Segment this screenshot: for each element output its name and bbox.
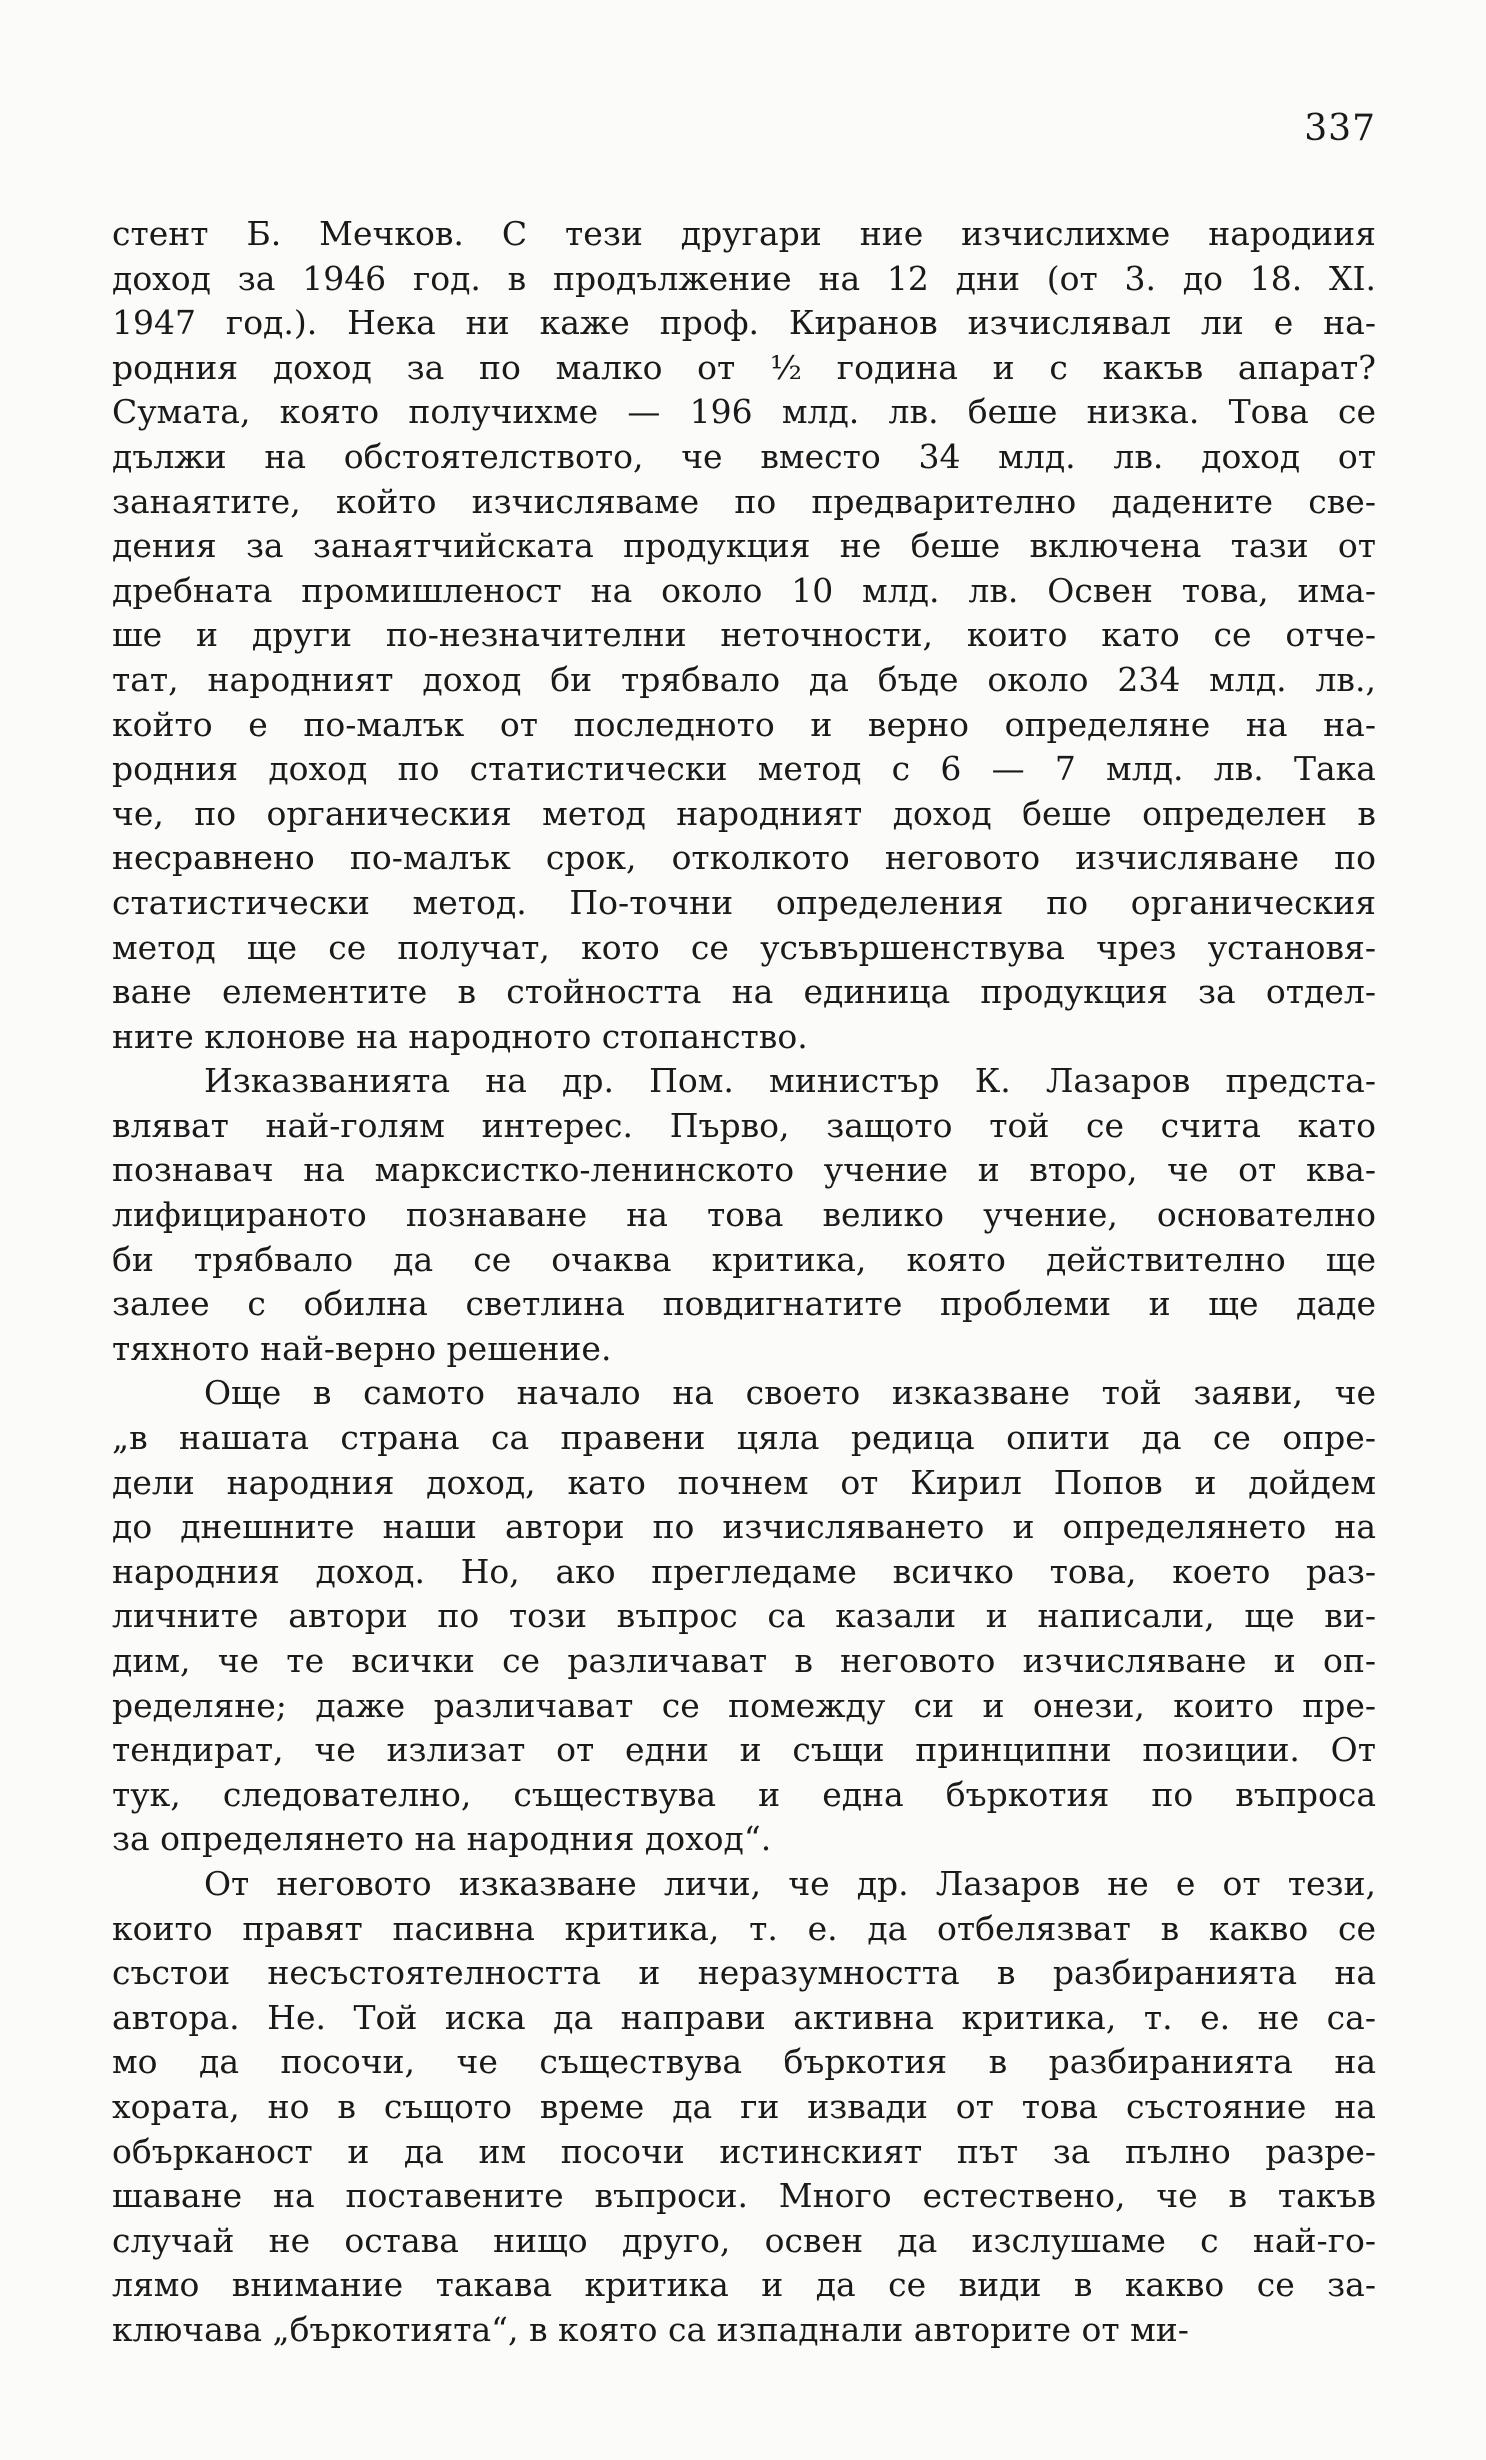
text-line: родния доход за по малко от ½ година и с какъв апарат?	[112, 347, 1376, 387]
text-line: Сумата, която получихме — 196 млд. лв. беше низка. Това се	[112, 392, 1376, 432]
text-line: занаятите, който изчисляваме по предварително дадените све-	[112, 481, 1376, 521]
text-line: доход за 1946 год. в продължение на 12 дни (от 3. до 18. XI.	[112, 258, 1376, 298]
text-line: „в нашата страна са правени цяла редица опити да се опре-	[112, 1418, 1376, 1458]
text-line: тук, следователно, съществува и една бъркотия по въпроса	[112, 1774, 1376, 1814]
text-line: тяхното най-верно решение.	[112, 1328, 612, 1368]
text-line: личните автори по този въпрос са казали и написали, ще ви-	[112, 1596, 1376, 1636]
text-line: че, по органическия метод народният доход беше определен в	[112, 793, 1376, 833]
text-line: до днешните наши автори по изчисляването и определянето на	[112, 1507, 1376, 1547]
paragraph	[112, 1371, 1376, 1862]
text-line: хората, но в същото време да ги извади от това състояние на	[112, 2086, 1376, 2126]
page-number: 337	[1304, 108, 1376, 149]
text-line: който е по-малък от последното и верно определяне на на-	[112, 704, 1376, 744]
text-line: несравнено по-малък срок, отколкото неговото изчисляване по	[112, 838, 1376, 878]
text-line: познавач на марксистко-ленинското учение и второ, че от ква-	[112, 1150, 1376, 1190]
paragraph	[112, 212, 1376, 1059]
text-line: Изказванията на др. Пом. министър К. Лазаров предста-	[204, 1061, 1376, 1101]
text-line: дължи на обстоятелството, че вместо 34 млд. лв. доход от	[112, 436, 1376, 476]
text-line: автора. Не. Той иска да направи активна критика, т. е. не са-	[112, 1997, 1376, 2037]
text-line: случай не остава нищо друго, освен да изслушаме с най-го-	[112, 2220, 1376, 2260]
text-line: тендират, че излизат от едни и същи принципни позиции. От	[112, 1730, 1376, 1770]
text-line: лифицираното познаване на това велико учение, основателно	[112, 1195, 1376, 1235]
text-line: ределяне; даже различават се помежду си и онези, които пре-	[112, 1685, 1376, 1725]
text-line: ване елементите в стойността на единица продукция за отдел-	[112, 972, 1376, 1012]
text-line: народния доход. Но, ако прегледаме всичко това, което раз-	[112, 1551, 1376, 1591]
text-line: шаване на поставените въпроси. Много естествено, че в такъв	[112, 2176, 1376, 2216]
text-line: състои несъстоятелността и неразумността в разбиранията на	[112, 1953, 1376, 1993]
paragraph	[112, 1862, 1376, 2353]
paragraph	[112, 1059, 1376, 1371]
text-line: ключава „бъркотията“, в която са изпаднали авторите от ми-	[112, 2309, 1189, 2349]
text-line: метод ще се получат, кото се усъвършенствува чрез установя-	[112, 927, 1376, 967]
text-line: които правят пасивна критика, т. е. да отбелязват в какво се	[112, 1908, 1376, 1948]
text-line: ните клонове на народното стопанство.	[112, 1016, 808, 1056]
body-text	[112, 212, 1376, 2353]
text-line: обърканост и да им посочи истинският път за пълно разре-	[112, 2131, 1376, 2171]
text-line: 1947 год.). Нека ни каже проф. Киранов изчислявал ли е на-	[112, 303, 1376, 343]
text-line: би трябвало да се очаква критика, която действително ще	[112, 1239, 1376, 1279]
text-line: дребната промишленост на около 10 млд. лв. Освен това, има-	[112, 570, 1376, 610]
text-line: дели народния доход, като почнем от Кирил Попов и дойдем	[112, 1462, 1376, 1502]
text-line: вляват най-голям интерес. Първо, защото той се счита като	[112, 1105, 1376, 1145]
text-line: лямо внимание такава критика и да се види в какво се за-	[112, 2265, 1376, 2305]
text-line: От неговото изказване личи, че др. Лазаров не е от тези,	[204, 1863, 1376, 1903]
text-line: мо да посочи, че съществува бъркотия в разбиранията на	[112, 2042, 1376, 2082]
text-line: стент Б. Мечков. С тези другари ние изчислихме народиия	[112, 214, 1376, 253]
text-line: дим, че те всички се различават в неговото изчисляване и оп-	[112, 1641, 1376, 1680]
text-line: залее с обилна светлина повдигнатите проблеми и ще даде	[112, 1284, 1376, 1324]
text-line: родния доход по статистически метод с 6 — 7 млд. лв. Така	[112, 749, 1376, 789]
text-line: статистически метод. По-точни определения по органическия	[112, 882, 1376, 922]
text-line: дения за занаятчийската продукция не беше включена тази от	[112, 526, 1376, 566]
text-line: тат, народният доход би трябвало да бъде около 234 млд. лв.,	[112, 659, 1376, 699]
text-line: за определянето на народния доход“.	[112, 1819, 772, 1859]
text-line: Още в самото начало на своето изказване той заяви, че	[204, 1373, 1376, 1413]
text-line: ше и други по-незначителни неточности, които като се отче-	[112, 615, 1376, 655]
